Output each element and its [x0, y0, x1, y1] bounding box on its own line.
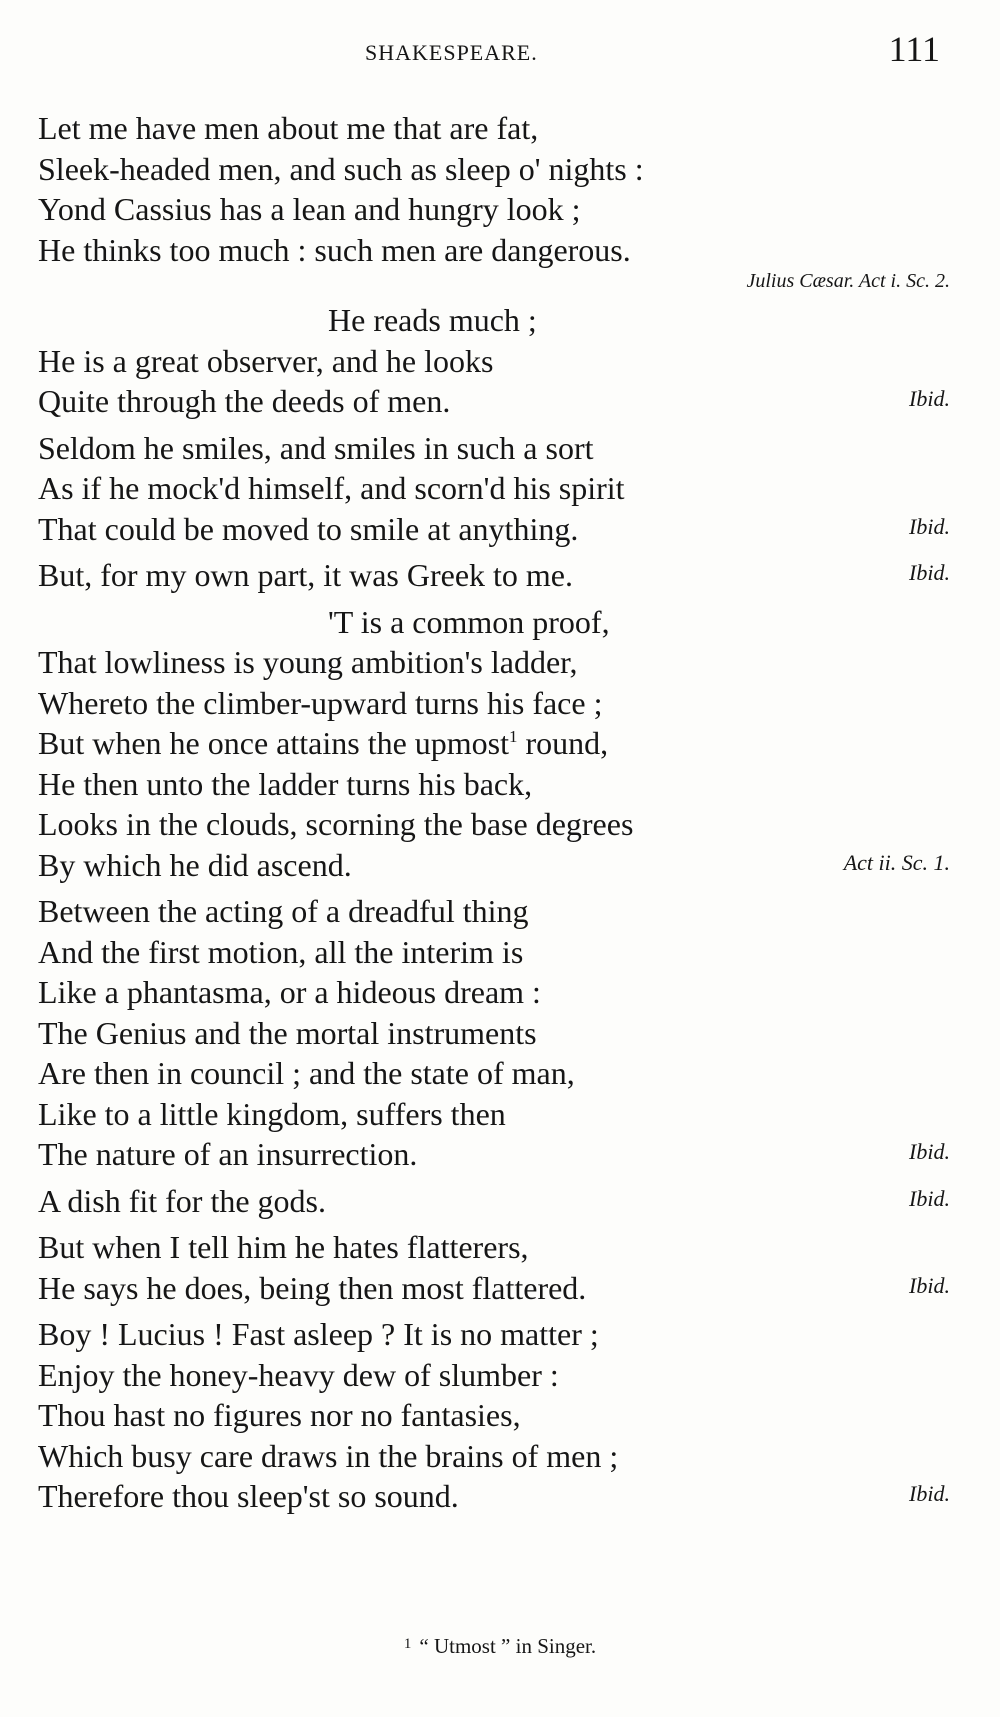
verse-line: But, for my own part, it was Greek to me. [38, 557, 573, 593]
citation: Ibid. [909, 560, 950, 585]
verse-line: Like to a little kingdom, suffers then [38, 1095, 506, 1132]
verse-line: Enjoy the honey-heavy dew of slumber : [38, 1356, 559, 1393]
verse-line: That lowliness is young ambition's ladder, [38, 644, 578, 680]
verse-line: Sleek-headed men, and such as sleep o' nights : [38, 150, 644, 187]
verse-line: Like a phantasma, or a hideous dream : [38, 974, 541, 1010]
verse-line: Quite through the deeds of men. [38, 383, 451, 419]
verse-line: The nature of an insurrection. [38, 1136, 418, 1172]
citation: Ibid. [909, 513, 950, 539]
verse-text: But when he once attains the upmost [38, 725, 510, 761]
running-head: SHAKESPEARE. [365, 40, 538, 65]
quotation [38, 108, 950, 294]
verse-line: Are then in council ; and the state of man, [38, 1055, 575, 1091]
verse-line: 'T is a common proof, [328, 603, 610, 640]
citation: Ibid. [909, 1185, 950, 1211]
verse-line: Which busy care draws in the brains of men ; [38, 1437, 619, 1474]
verse-line: A dish fit for the gods. [38, 1182, 326, 1219]
quotation [38, 300, 950, 422]
verse-line: As if he mock'd himself, and scorn'd his spirit [38, 470, 625, 506]
quotation [38, 891, 950, 1175]
citation: Ibid. [909, 386, 950, 411]
footnote-reference: 1 [509, 727, 518, 746]
verse-line: The Genius and the mortal instruments [38, 1014, 537, 1051]
footnote-mark: 1 [403, 1636, 412, 1652]
citation: Julius Cæsar. Act i. Sc. 2. [746, 270, 950, 292]
page-number: 111 [888, 29, 940, 69]
page-header [0, 26, 1000, 76]
citation: Ibid. [909, 1481, 950, 1506]
verse-line: Boy ! Lucius ! Fast asleep ? It is no matter ; [38, 1316, 599, 1352]
verse-line: Whereto the climber-upward turns his face ; [38, 684, 603, 721]
verse-line: He says he does, being then most flattered. [38, 1269, 587, 1306]
quotation [38, 602, 950, 886]
verse-line: That could be moved to smile at anything. [38, 510, 579, 547]
quotations-body [38, 108, 950, 1523]
verse-line: Between the acting of a dreadful thing [38, 893, 529, 929]
verse-line: Therefore thou sleep'st so sound. [38, 1478, 459, 1514]
quotation [38, 1314, 950, 1517]
quotation [38, 1181, 950, 1222]
citation: Ibid. [909, 1139, 950, 1164]
citation: Act ii. Sc. 1. [843, 849, 950, 875]
verse-line: Seldom he smiles, and smiles in such a sort [38, 429, 594, 466]
verse-line [38, 723, 950, 764]
verse-line: Let me have men about me that are fat, [38, 110, 539, 146]
verse-line: But when I tell him he hates flatterers, [38, 1229, 529, 1265]
quotation [38, 555, 950, 596]
citation: Ibid. [909, 1272, 950, 1298]
quotation [38, 1227, 950, 1308]
verse-line: He is a great observer, and he looks [38, 342, 494, 379]
verse-line: He reads much ; [328, 302, 537, 338]
verse-line: And the first motion, all the interim is [38, 933, 524, 970]
quotation [38, 428, 950, 550]
verse-line: By which he did ascend. [38, 846, 352, 883]
verse-text: round, [517, 725, 609, 761]
verse-line: Thou hast no figures nor no fantasies, [38, 1397, 521, 1433]
footnote-text: “ Utmost ” in Singer. [419, 1634, 597, 1658]
verse-line: He thinks too much : such men are dangerous. [38, 231, 631, 268]
verse-line: Yond Cassius has a lean and hungry look ; [38, 191, 581, 227]
footnote [0, 1634, 1000, 1659]
verse-line: He then unto the ladder turns his back, [38, 765, 533, 802]
verse-line: Looks in the clouds, scorning the base degrees [38, 806, 634, 842]
